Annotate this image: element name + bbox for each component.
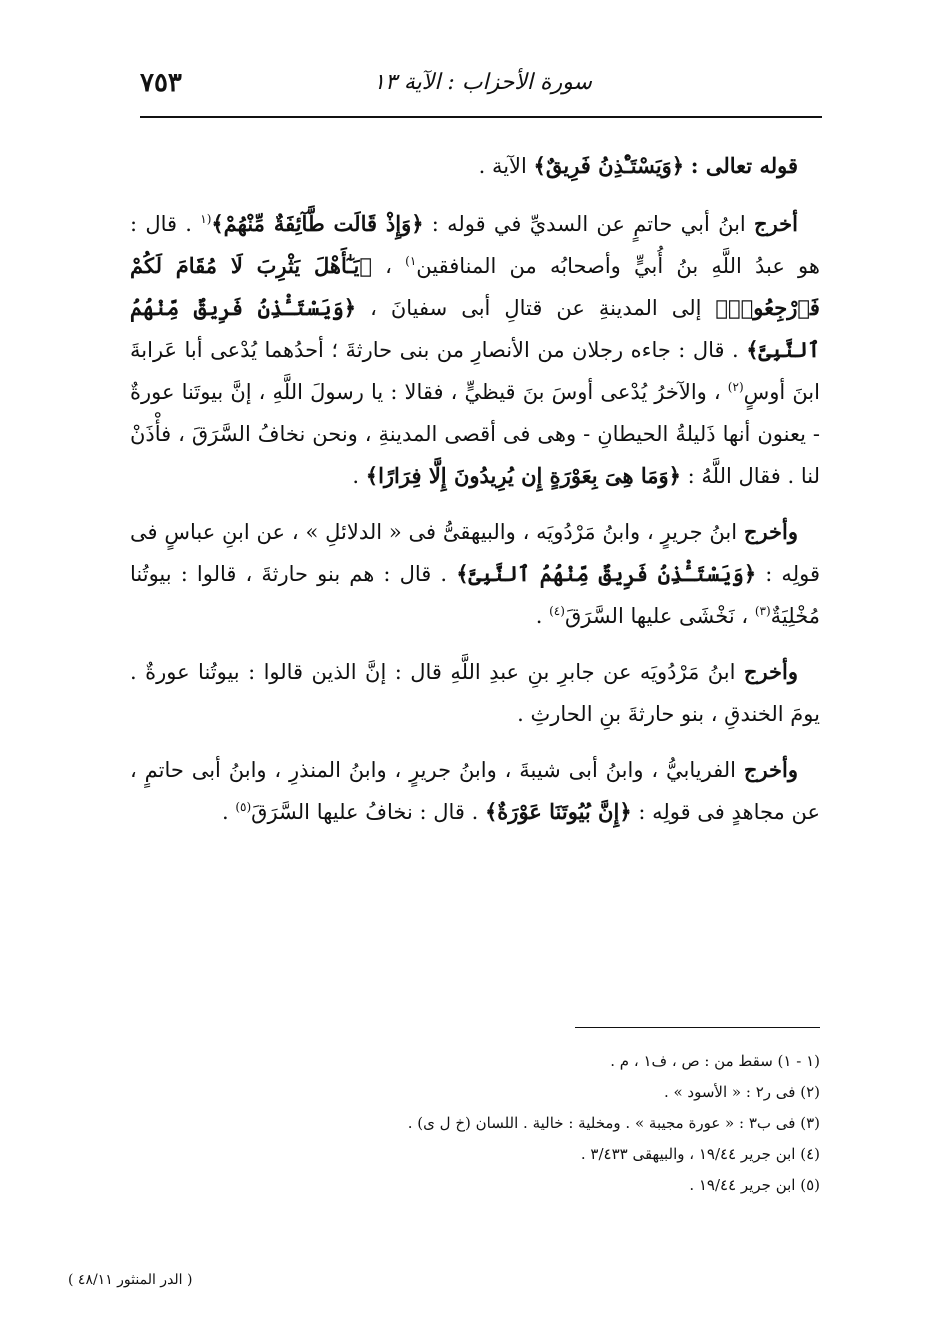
footnote-3: (٣) فى ب٣ : « عورة مجيبة » . ومخلية : خالية . اللسان (خ ل ى) . — [407, 1114, 820, 1132]
footnote-4: (٤) ابن جرير ١٩/٤٤ ، والبيهقى ٣/٤٣٣ . — [580, 1145, 820, 1163]
paragraph-lead: أخرج — [754, 211, 798, 236]
header-divider — [140, 116, 822, 118]
paragraph-text: ابنُ جريرٍ ، وابنُ مَرْدُويَه ، والبيهقىُّ فى « الدلائلِ » ، عن ابنِ عباسٍ فى قولِه : — [130, 520, 820, 586]
page-number: ٧٥٣ — [140, 68, 182, 98]
paragraph-lead: وأخرج — [743, 659, 799, 684]
main-text — [130, 145, 820, 833]
footnote-marker: (٥) — [235, 800, 252, 814]
footnote-2: (٢) فى ر٢ : « الأسود » . — [663, 1083, 820, 1101]
quran-verse: ﴿وَمَا هِىَ بِعَوْرَةٍ إِن يُرِيدُونَ إِلَّا فِرَارًا﴾ — [365, 463, 681, 488]
paragraph-text: . قال : هم بنو حارثةَ ، قالوا : بيوتُنا مُخْلِيَةٌ — [130, 562, 820, 628]
paragraph-text: الآية . — [478, 154, 527, 178]
paragraph-text: الفريابيُّ ، وابنُ أبى شيبةَ ، وابنُ جريرٍ ، وابنُ المنذرِ ، وابنُ أبى حاتمٍ ، عن مجاهدٍ فى قولِه : — [130, 758, 820, 824]
footnote-1: (١ - ١) سقط من : ص ، ف١ ، م . — [610, 1052, 820, 1070]
paragraph-text: . قال : جاءه رجلان من الأنصارِ من بنى حارثةَ ؛ أحدُهما يُدْعى أبا عَرابةَ ابنَ أوسٍ — [130, 338, 820, 404]
footnote-5: (٥) ابن جرير ١٩/٤٤ . — [689, 1176, 820, 1194]
paragraph-text: ، — [385, 254, 392, 278]
paragraph-text: ، نَخْشَى عليها السَّرَقَ — [564, 604, 749, 628]
running-title: سورة الأحزاب : الآية ١٣ — [373, 70, 592, 95]
paragraph-3 — [130, 511, 820, 637]
footnote-divider — [575, 1027, 820, 1028]
paragraph-text: . — [535, 604, 543, 628]
footnote-marker: (٢) — [727, 380, 744, 394]
quran-verse: ﴿وَيَسْتَـْٔذِنُ فَرِيقٌ مِّنْهُمُ ٱلنَّبِىَّ﴾ — [456, 561, 757, 586]
quran-verse: ﴿وَإِذْ قَالَت طَّآئِفَةٌ مِّنْهُمْ﴾ — [211, 211, 424, 236]
footnotes — [130, 1046, 820, 1201]
quran-verse: ﴿إِنَّ بُيُوتَنَا عَوْرَةٌ﴾ — [485, 799, 632, 824]
paragraph-1 — [130, 145, 820, 187]
quran-verse: ﴿وَيَسْتَـْٔذِنُ فَرِيقٌ مِّنْهُمُ ٱلنَّبِىَّ﴾ — [130, 295, 821, 362]
footnote-marker: (٣) — [754, 604, 771, 618]
paragraph-text: ابنُ أبي حاتمٍ عن السديِّ في قوله : — [431, 212, 746, 236]
paragraph-lead: وأخرج — [743, 757, 798, 782]
footnote-marker: (١ — [200, 212, 212, 226]
paragraph-5 — [130, 749, 820, 833]
paragraph-text: إلى المدينةِ عن قتالِ أبى سفيانَ ، — [370, 296, 702, 320]
quran-verse: ﴿وَيَسْتَـْٔذِنُ فَرِيقٌ﴾ — [533, 153, 685, 178]
paragraph-4 — [130, 651, 820, 735]
paragraph-text: . — [352, 464, 360, 488]
paragraph-lead: قوله تعالى : — [690, 153, 798, 178]
paragraph-text: ، والآخرُ يُدْعى أوسَ بنَ قيظيٍّ ، فقالا : يا رسولَ اللَّهِ ، إنَّ بيوتَنا عورةٌ - يعنون أنها ذَليلةُ الحيطانِ - وهى فى أقصى المدينةِ ، ونحن نخافُ السَّرَقَ ، فأْذَنْ لنا . فقال اللَّهُ : — [130, 380, 820, 488]
paragraph-text: ابنُ مَرْدُويَه عن جابرِ بنِ عبدِ اللَّهِ قال : إنَّ الذين قالوا : بيوتُنا عورةٌ . يومَ الخندقِ ، بنو حارثةَ بنِ الحارثِ . — [130, 660, 820, 726]
paragraph-text: . — [221, 800, 229, 824]
paragraph-text: . قال : نخافُ عليها السَّرَقَ — [251, 800, 479, 824]
paragraph-lead: وأخرج — [743, 519, 798, 544]
paragraph-2 — [130, 203, 820, 497]
quran-verse: ﴿يَـٰٓأَهْلَ يَثْرِبَ لَا مُقَامَ لَكُمْ فَٱرْجِعُوا۟﴾ — [130, 253, 820, 320]
page-header — [140, 62, 822, 112]
paragraph-text: . قال : هو عبدُ اللَّهِ بنُ أُبيٍّ وأصحابُه من المنافقين — [130, 212, 820, 278]
footnote-marker: ١) — [405, 254, 417, 268]
source-reference: ( الدر المنثور ٤٨/١١ ) — [68, 1272, 193, 1288]
footnote-marker: (٤) — [549, 604, 565, 618]
